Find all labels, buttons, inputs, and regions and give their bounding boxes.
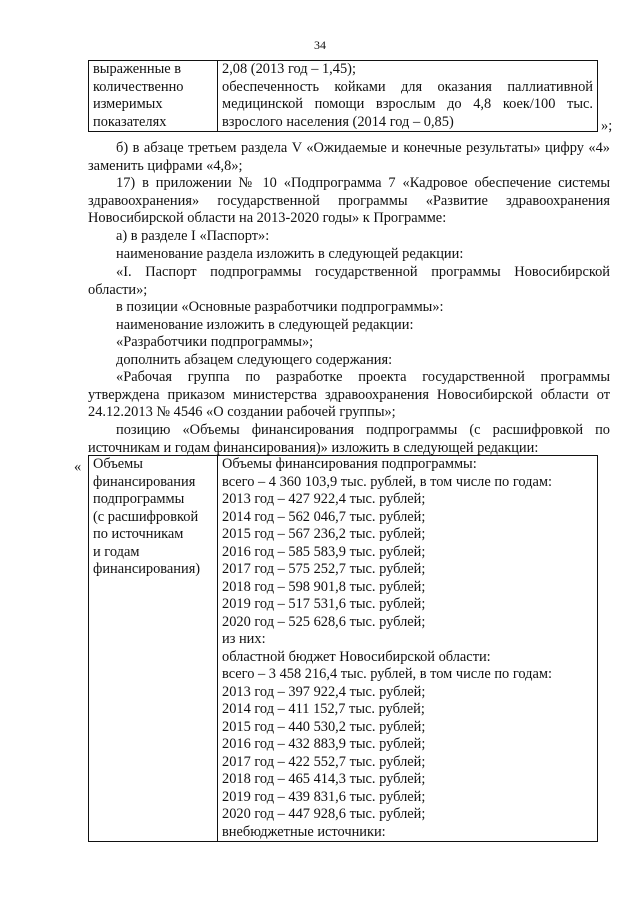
financing-table xyxy=(88,455,598,842)
financing-line: 2014 год – 411 152,7 тыс. рублей; xyxy=(222,701,425,717)
cell-line: обеспеченность койками для оказания паллиативной xyxy=(222,78,593,95)
financing-line: из них: xyxy=(222,631,266,647)
financing-line: 2018 год – 598 901,8 тыс. рублей; xyxy=(222,578,426,595)
table-row xyxy=(89,61,598,132)
financing-line: 2015 год – 567 236,2 тыс. рублей; xyxy=(222,526,426,542)
paragraph-b: б) в абзаце третьем раздела V «Ожидаемые и конечные результаты» цифру «4» заменить цифрами «4,8»; xyxy=(88,140,610,174)
paragraph-section-name: наименование раздела изложить в следующей редакции: xyxy=(116,246,464,262)
paragraph-a: а) в разделе I «Паспорт»: xyxy=(116,228,270,244)
financing-line: 2018 год – 465 414,3 тыс. рублей; xyxy=(222,771,426,787)
financing-line: 2020 год – 525 628,6 тыс. рублей; xyxy=(222,613,426,630)
paragraph-17: 17) в приложении № 10 «Подпрограмма 7 «Кадровое обеспечение системы здравоохранения» государственной программы «Развитие здравоохранения Новосибирской области на 2013-2020 годы» к Программе: xyxy=(88,175,610,227)
financing-line: 2019 год – 439 831,6 тыс. рублей; xyxy=(222,788,426,805)
cell-line: медицинской помощи взрослым до 4,8 коек/100 тыс. xyxy=(222,96,593,112)
page-number: 34 xyxy=(314,38,326,52)
paragraph-add: дополнить абзацем следующего содержания: xyxy=(116,352,393,368)
table-cell-value xyxy=(218,456,598,842)
table-cell-label xyxy=(89,456,218,842)
financing-line: 2013 год – 397 922,4 тыс. рублей; xyxy=(222,683,426,700)
financing-line: внебюджетные источники: xyxy=(222,823,386,840)
financing-line: 2017 год – 422 552,7 тыс. рублей; xyxy=(222,753,426,770)
financing-line: 2016 год – 585 583,9 тыс. рублей; xyxy=(222,543,426,560)
paragraph-developers-position: в позиции «Основные разработчики подпрограммы»: xyxy=(116,299,444,315)
financing-line: 2013 год – 427 922,4 тыс. рублей; xyxy=(222,491,426,507)
financing-line: 2015 год – 440 530,2 тыс. рублей; xyxy=(222,718,426,735)
indicators-table-fragment xyxy=(88,60,598,132)
financing-line: всего – 3 458 216,4 тыс. рублей, в том числе по годам: xyxy=(222,666,552,682)
table-cell-label xyxy=(89,61,218,132)
opening-quote: « xyxy=(74,459,82,475)
cell-line: взрослого населения (2014 год – 0,85) xyxy=(222,113,454,130)
closing-quote: »; xyxy=(601,118,613,134)
financing-line: Объемы финансирования подпрограммы: xyxy=(222,456,477,472)
cell-label-text: Объемы финансирования подпрограммы (с расшифровкой по источникам и годам финансирования) xyxy=(93,456,201,577)
financing-line: 2019 год – 517 531,6 тыс. рублей; xyxy=(222,596,426,612)
financing-line: 2014 год – 562 046,7 тыс. рублей; xyxy=(222,508,426,525)
cell-label-text: выраженные в количественно измеримых показателях xyxy=(93,61,184,130)
table-cell-value xyxy=(218,61,598,132)
paragraph-rename: наименование изложить в следующей редакции: xyxy=(116,317,414,333)
financing-line: областной бюджет Новосибирской области: xyxy=(222,648,491,665)
paragraph-financing-position: позицию «Объемы финансирования подпрограммы (с расшифровкой по источникам и годам финансирования)» изложить в следующей редакции: xyxy=(88,422,610,456)
cell-line: 2,08 (2013 год – 1,45); xyxy=(222,61,356,77)
financing-line: всего – 4 360 103,9 тыс. рублей, в том числе по годам: xyxy=(222,473,552,490)
paragraph-passport-title: «I. Паспорт подпрограммы государственной программы Новосибирской области»; xyxy=(88,264,610,298)
table-row xyxy=(89,456,598,842)
financing-line: 2017 год – 575 252,7 тыс. рублей; xyxy=(222,561,426,577)
paragraph-developers-new: «Разработчики подпрограммы»; xyxy=(116,334,314,350)
financing-line: 2016 год – 432 883,9 тыс. рублей; xyxy=(222,736,426,752)
paragraph-working-group: «Рабочая группа по разработке проекта государственной программы утверждена приказом министерства здравоохранения Новосибирской области от 24.12.2013 № 4546 «О создании рабочей группы»; xyxy=(88,369,610,421)
financing-line: 2020 год – 447 928,6 тыс. рублей; xyxy=(222,806,426,822)
